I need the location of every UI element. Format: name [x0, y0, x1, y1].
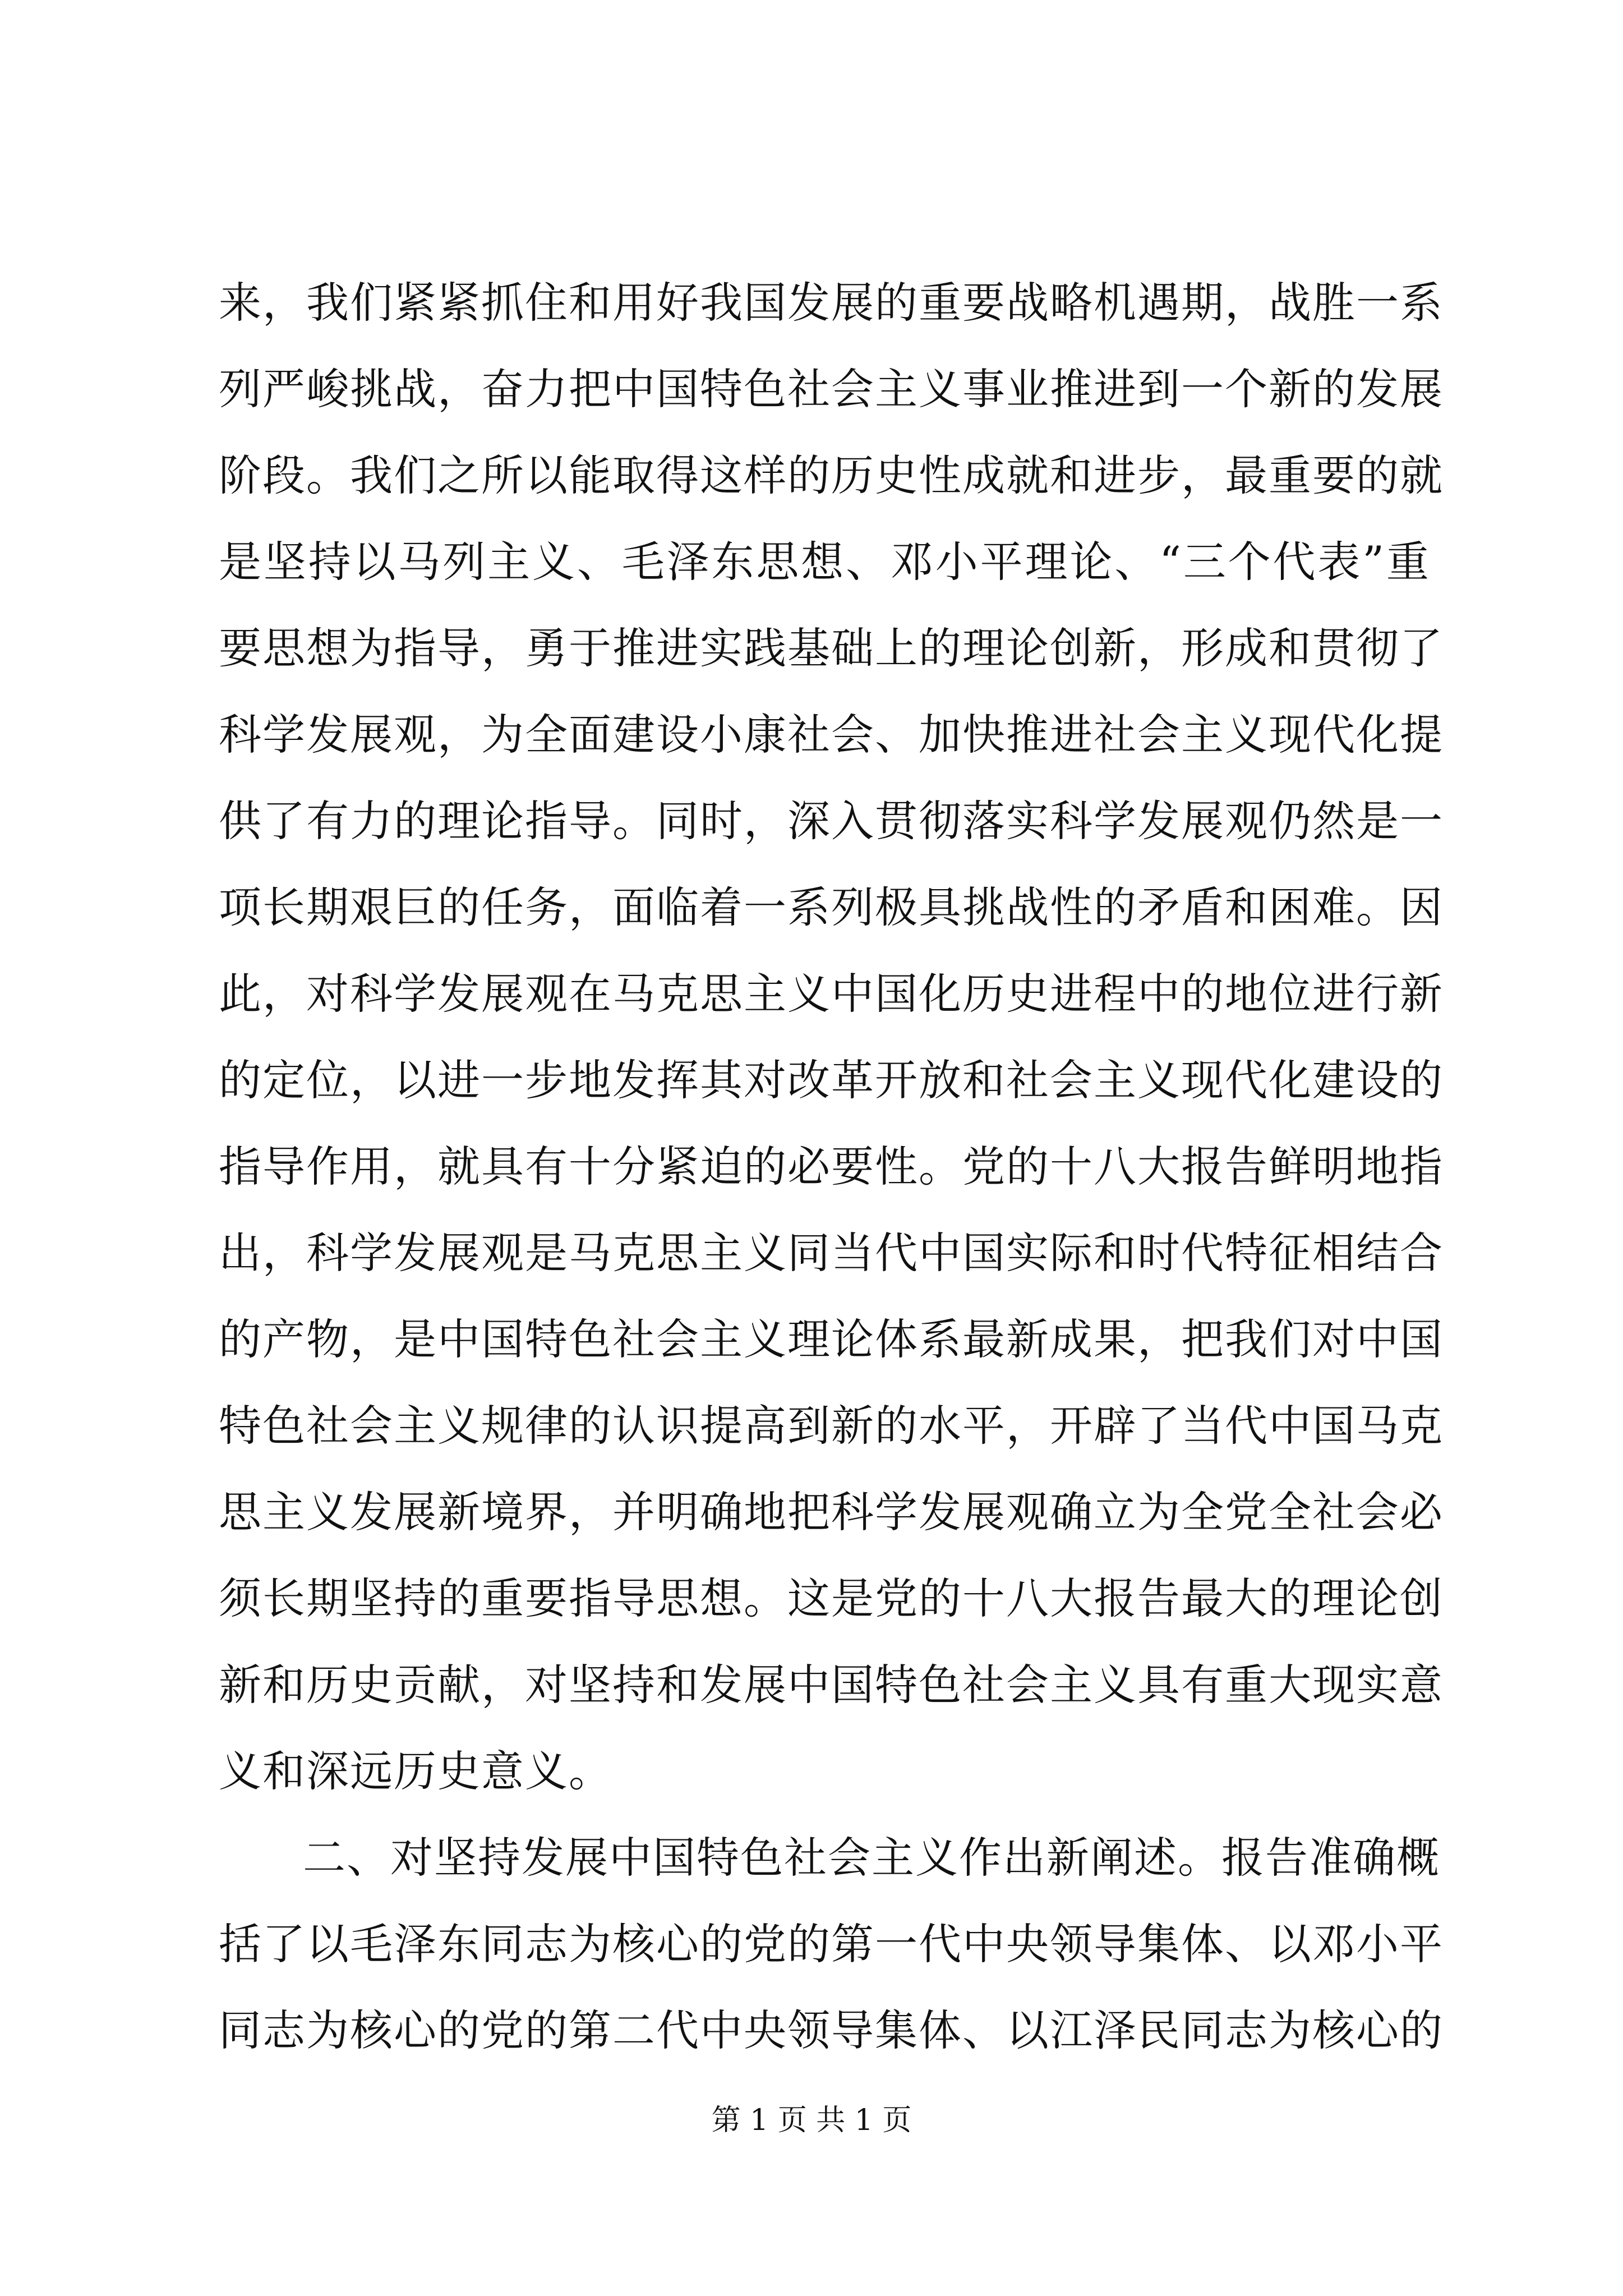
- body-text-line: 出，科学发展观是马克思主义同当代中国实际和时代特征相结合: [219, 1228, 1444, 1278]
- body-text-line: 括了以毛泽东同志为核心的党的第一代中央领导集体、以邓小平: [219, 1919, 1444, 1969]
- page-number-footer: 第 1 页 共 1 页: [711, 2104, 912, 2137]
- body-text-line: 义和深远历史意义。: [219, 1746, 612, 1796]
- body-text-line: 是坚持以马列主义、毛泽东思想、邓小平理论、“三个代表”重: [219, 537, 1430, 587]
- body-text-line: 要思想为指导，勇于推进实践基础上的理论创新，形成和贯彻了: [219, 623, 1444, 673]
- body-text-line: 的定位，以进一步地发挥其对改革开放和社会主义现代化建设的: [219, 1055, 1444, 1105]
- body-text-line: 阶段。我们之所以能取得这样的历史性成就和进步，最重要的就: [219, 450, 1444, 500]
- body-text-line: 同志为核心的党的第二代中央领导集体、以江泽民同志为核心的: [219, 2005, 1444, 2055]
- body-text-line: 科学发展观，为全面建设小康社会、加快推进社会主义现代化提: [219, 710, 1444, 760]
- body-text-line: 供了有力的理论指导。同时，深入贯彻落实科学发展观仍然是一: [219, 796, 1444, 846]
- body-text-line: 的产物，是中国特色社会主义理论体系最新成果，把我们对中国: [219, 1314, 1444, 1364]
- body-text-line: 特色社会主义规律的认识提高到新的水平，开辟了当代中国马克: [219, 1401, 1444, 1451]
- body-text-line: 新和历史贡献，对坚持和发展中国特色社会主义具有重大现实意: [219, 1660, 1444, 1710]
- body-text-line: 须长期坚持的重要指导思想。这是党的十八大报告最大的理论创: [219, 1573, 1444, 1623]
- body-text-line: 项长期艰巨的任务，面临着一系列极具挑战性的矛盾和困难。因: [219, 882, 1444, 932]
- body-text-line: 二、对坚持发展中国特色社会主义作出新阐述。报告准确概: [303, 1833, 1440, 1883]
- body-text-line: 列严峻挑战，奋力把中国特色社会主义事业推进到一个新的发展: [219, 364, 1444, 414]
- body-text-line: 此，对科学发展观在马克思主义中国化历史进程中的地位进行新: [219, 969, 1444, 1019]
- body-text-line: 思主义发展新境界，并明确地把科学发展观确立为全党全社会必: [219, 1487, 1444, 1537]
- body-text-line: 来，我们紧紧抓住和用好我国发展的重要战略机遇期，战胜一系: [219, 278, 1444, 328]
- body-text-line: 指导作用，就具有十分紧迫的必要性。党的十八大报告鲜明地指: [219, 1142, 1444, 1191]
